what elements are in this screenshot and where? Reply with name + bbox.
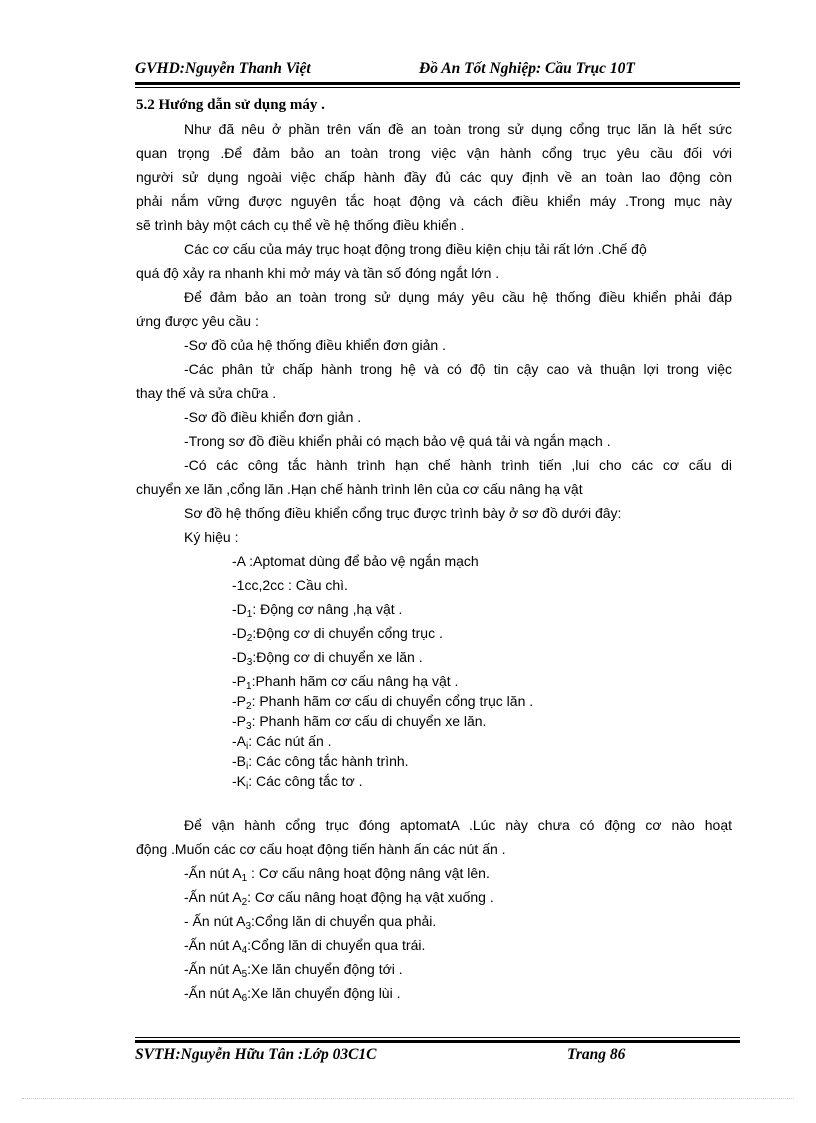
requirement-item: thay thế và sửa chữa . [136, 385, 277, 401]
page-footer [135, 1046, 740, 1068]
paragraph-line: quá độ xảy ra nhanh khi mở máy và tần số đóng ngắt lớn . [136, 265, 500, 281]
page-edge-divider [22, 1098, 794, 1099]
operation-intro-line: động .Muốn các cơ cấu hoạt động tiến hành ấn các nút ấn . [136, 841, 506, 857]
footer-rule-thick [135, 1040, 740, 1043]
paragraph-line: phải nắm vững được nguyên tắc hoạt động và cách điều khiển máy .Trong mục này [136, 193, 732, 209]
header-rule-thin [135, 87, 740, 88]
schema-intro: Sơ đồ hệ thống điều khiển cổng trục được trình bày ở sơ đồ dưới đây: [184, 505, 622, 521]
legend-heading: Ký hiệu : [184, 529, 239, 545]
requirement-item: chuyển xe lăn ,cổng lăn .Hạn chế hành trình lên của cơ cấu nâng hạ vật [136, 481, 583, 497]
header-project-title: Đồ An Tốt Nghiệp: Cầu Trục 10T [419, 60, 635, 77]
operation-step: -Ấn nút $A_6:Xe$ lăn chuyển động lùi . [184, 985, 401, 1004]
legend-item: $-D_3:Động$ cơ di chuyển xe lăn . [232, 649, 423, 668]
paragraph-line: quan trọng .Để đảm bảo an toàn trong việc vận hành cổng trục yêu cầu đối với [136, 145, 732, 161]
paragraph-line: Để đảm bảo an toàn trong sử dụng máy yêu cầu hệ thống điều khiển phải đáp [184, 289, 732, 305]
paragraph-line: sẽ trình bày một cách cụ thể về hệ thống điều khiển . [136, 217, 465, 233]
paragraph-line: Các cơ cấu của máy trục hoạt động trong điều kiện chịu tải rất lớn .Chế độ [184, 241, 647, 257]
requirement-item: -Có các công tắc hành trình hạn chế hành trình tiến ,lui cho các cơ cấu di [184, 457, 732, 473]
legend-item: $-P_3$: Phanh hãm cơ cấu di chuyển xe lăn. [232, 713, 487, 732]
page-number: Trang 86 [567, 1046, 626, 1063]
operation-intro-line: Để vận hành cổng trục đóng aptomatA .Lúc này chưa có động cơ nào hoạt [184, 817, 732, 833]
paragraph-line: Như đã nêu ở phần trên vấn đề an toàn trong sử dụng cổng trục lăn là hết sức [184, 121, 732, 137]
footer-rule-thin [135, 1037, 740, 1038]
page-header [135, 60, 740, 82]
requirement-item: -Sơ đồ điều khiển đơn giản . [184, 409, 362, 425]
operation-step: - Ấn nút $A_3:Cổng$ lăn di chuyển qua phải. [184, 913, 437, 932]
legend-item: -A :Aptomat dùng để bảo vệ ngắn mạch [232, 553, 479, 569]
legend-item: $-P_2$: Phanh hãm cơ cấu di chuyển cổng trục lăn . [232, 693, 534, 712]
requirement-item: -Các phân tử chấp hành trong hệ và có độ tin cậy cao và thuận lợi trong việc [184, 361, 732, 377]
header-instructor: GVHD:Nguyễn Thanh Việt [135, 60, 311, 77]
operation-step: -Ấn nút $A_5:Xe$ lăn chuyển động tới . [184, 961, 403, 980]
legend-item: $-B_i$: Các công tắc hành trình. [232, 753, 409, 772]
legend-item: $-D_1$: Động cơ nâng ,hạ vật . [232, 601, 403, 620]
header-rule-thick [135, 82, 740, 85]
operation-step: -Ấn nút $A_4:Cổng$ lăn di chuyển qua trái. [184, 937, 426, 956]
section-title: 5.2 Hướng dẫn sử dụng máy . [136, 97, 325, 113]
legend-item: $-K_i$: Các công tắc tơ . [232, 773, 363, 792]
legend-item: -1cc,2cc : Cầu chì. [232, 577, 348, 593]
legend-item: $-A_i$: Các nút ấn . [232, 733, 332, 752]
legend-item: $-D_2:Động$ cơ di chuyển cổng trục . [232, 625, 443, 644]
paragraph-line: ứng được yêu cầu : [136, 313, 259, 329]
paragraph-line: người sử dụng ngoài việc chấp hành đầy đủ các quy định về an toàn lao động còn [136, 169, 732, 185]
operation-step: -Ấn nút $A_2$: Cơ cấu nâng hoạt động hạ vật xuống . [184, 889, 494, 908]
legend-item: $-P_1:Phanh$ hãm cơ cấu nâng hạ vật . [232, 673, 459, 692]
footer-student: SVTH:Nguyễn Hữu Tân :Lớp 03C1C [135, 1046, 377, 1063]
operation-step: -Ấn nút $A_1$ : Cơ cấu nâng hoạt động nâng vật lên. [184, 865, 490, 884]
requirement-item: -Trong sơ đồ điều khiển phải có mạch bảo vệ quá tải và ngắn mạch . [184, 433, 611, 449]
requirement-item: -Sơ đồ của hệ thống điều khiển đơn giản . [184, 337, 446, 353]
